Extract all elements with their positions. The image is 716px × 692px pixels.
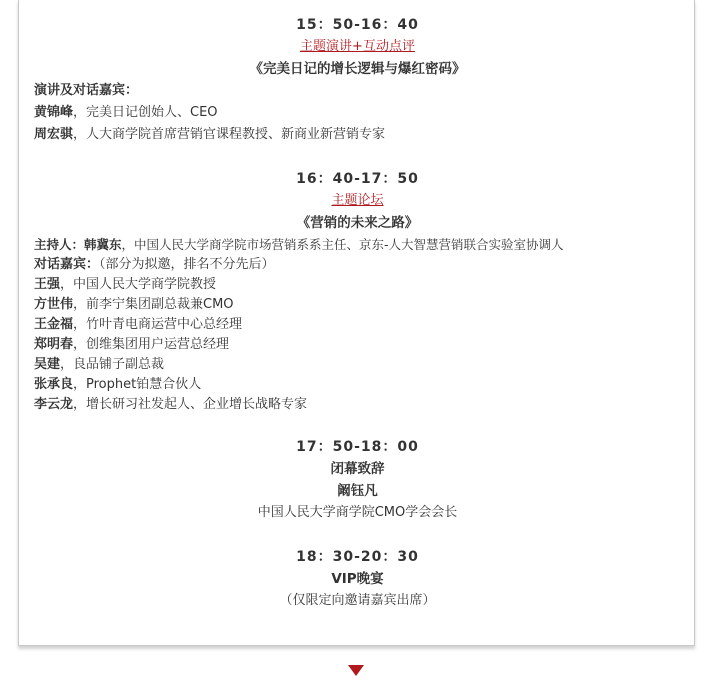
guests-row — [34, 255, 275, 275]
session3-title: 闭幕致辞 — [330, 461, 385, 477]
session1-time: 15：50-16：40 — [296, 17, 419, 33]
speaker-role: ，Prophet铂慧合伙人 — [73, 377, 202, 392]
speaker-role: ，创维集团用户运营总经理 — [73, 337, 230, 352]
session1-guests-label: 演讲及对话嘉宾： — [34, 83, 139, 98]
speaker-role: ，前李宁集团副总裁兼CMO — [73, 297, 234, 312]
session1-title: 《完美日记的增长逻辑与爆红密码》 — [249, 61, 466, 77]
speaker-name: 郑明春 — [34, 337, 74, 352]
speaker-role: ，完美日记创始人、CEO — [73, 105, 218, 120]
speaker-name: 王强 — [34, 277, 61, 292]
session3-time: 17：50-18：00 — [296, 439, 419, 455]
session4-time: 18：30-20：30 — [296, 549, 419, 565]
speaker-name: 方世伟 — [34, 297, 74, 312]
session1-type-link[interactable]: 主题演讲+互动点评 — [300, 39, 415, 54]
agenda-card — [18, 0, 695, 646]
session3-speaker-role: 中国人民大学商学院CMO学会会长 — [257, 505, 458, 520]
session4-note: （仅限定向邀请嘉宾出席） — [279, 593, 436, 608]
session3-speaker: 阚钰凡 — [337, 483, 378, 499]
speaker-role: ，良品铺子副总裁 — [60, 357, 165, 372]
speaker-name: 周宏骐 — [34, 127, 74, 142]
speaker-role: ，中国人民大学商学院教授 — [60, 277, 217, 292]
speaker-name: 黄锦峰 — [34, 105, 74, 120]
speaker-row — [34, 275, 216, 295]
session2-title: 《营销的未来之路》 — [296, 215, 419, 231]
triangle-down-icon — [348, 665, 364, 676]
speaker-role: ，人大商学院首席营销官课程教授、新商业新营销专家 — [73, 127, 386, 142]
speaker-row — [34, 103, 218, 123]
speaker-row — [34, 315, 242, 335]
speaker-name: 王金福 — [34, 317, 74, 332]
speaker-row — [34, 335, 229, 355]
speaker-row — [34, 355, 164, 375]
session1-type[interactable] — [19, 37, 696, 57]
session2-guests-label: 对话嘉宾： — [34, 257, 100, 272]
speaker-row — [34, 295, 234, 315]
speaker-row — [34, 375, 201, 395]
host-row — [34, 235, 564, 255]
speaker-role: ，竹叶青电商运营中心总经理 — [73, 317, 243, 332]
speaker-row — [34, 395, 307, 415]
speaker-row — [34, 125, 385, 145]
speaker-name: 吴建 — [34, 357, 61, 372]
speaker-role: ，增长研习社发起人、企业增长战略专家 — [73, 397, 308, 412]
session4-title: VIP晚宴 — [331, 571, 384, 587]
guests-note: （部分为拟邀，排名不分先后） — [99, 257, 275, 272]
host-label: 主持人： — [34, 237, 85, 252]
session2-type[interactable] — [19, 191, 696, 211]
host-role: ，中国人民大学商学院市场营销系系主任、京东-人大智慧营销联合实验室协调人 — [121, 237, 564, 252]
host-name: 韩冀东 — [84, 237, 122, 252]
session2-type-link[interactable]: 主题论坛 — [331, 193, 384, 208]
speaker-name: 李云龙 — [34, 397, 74, 412]
speaker-name: 张承良 — [34, 377, 74, 392]
session2-time: 16：40-17：50 — [296, 171, 419, 187]
